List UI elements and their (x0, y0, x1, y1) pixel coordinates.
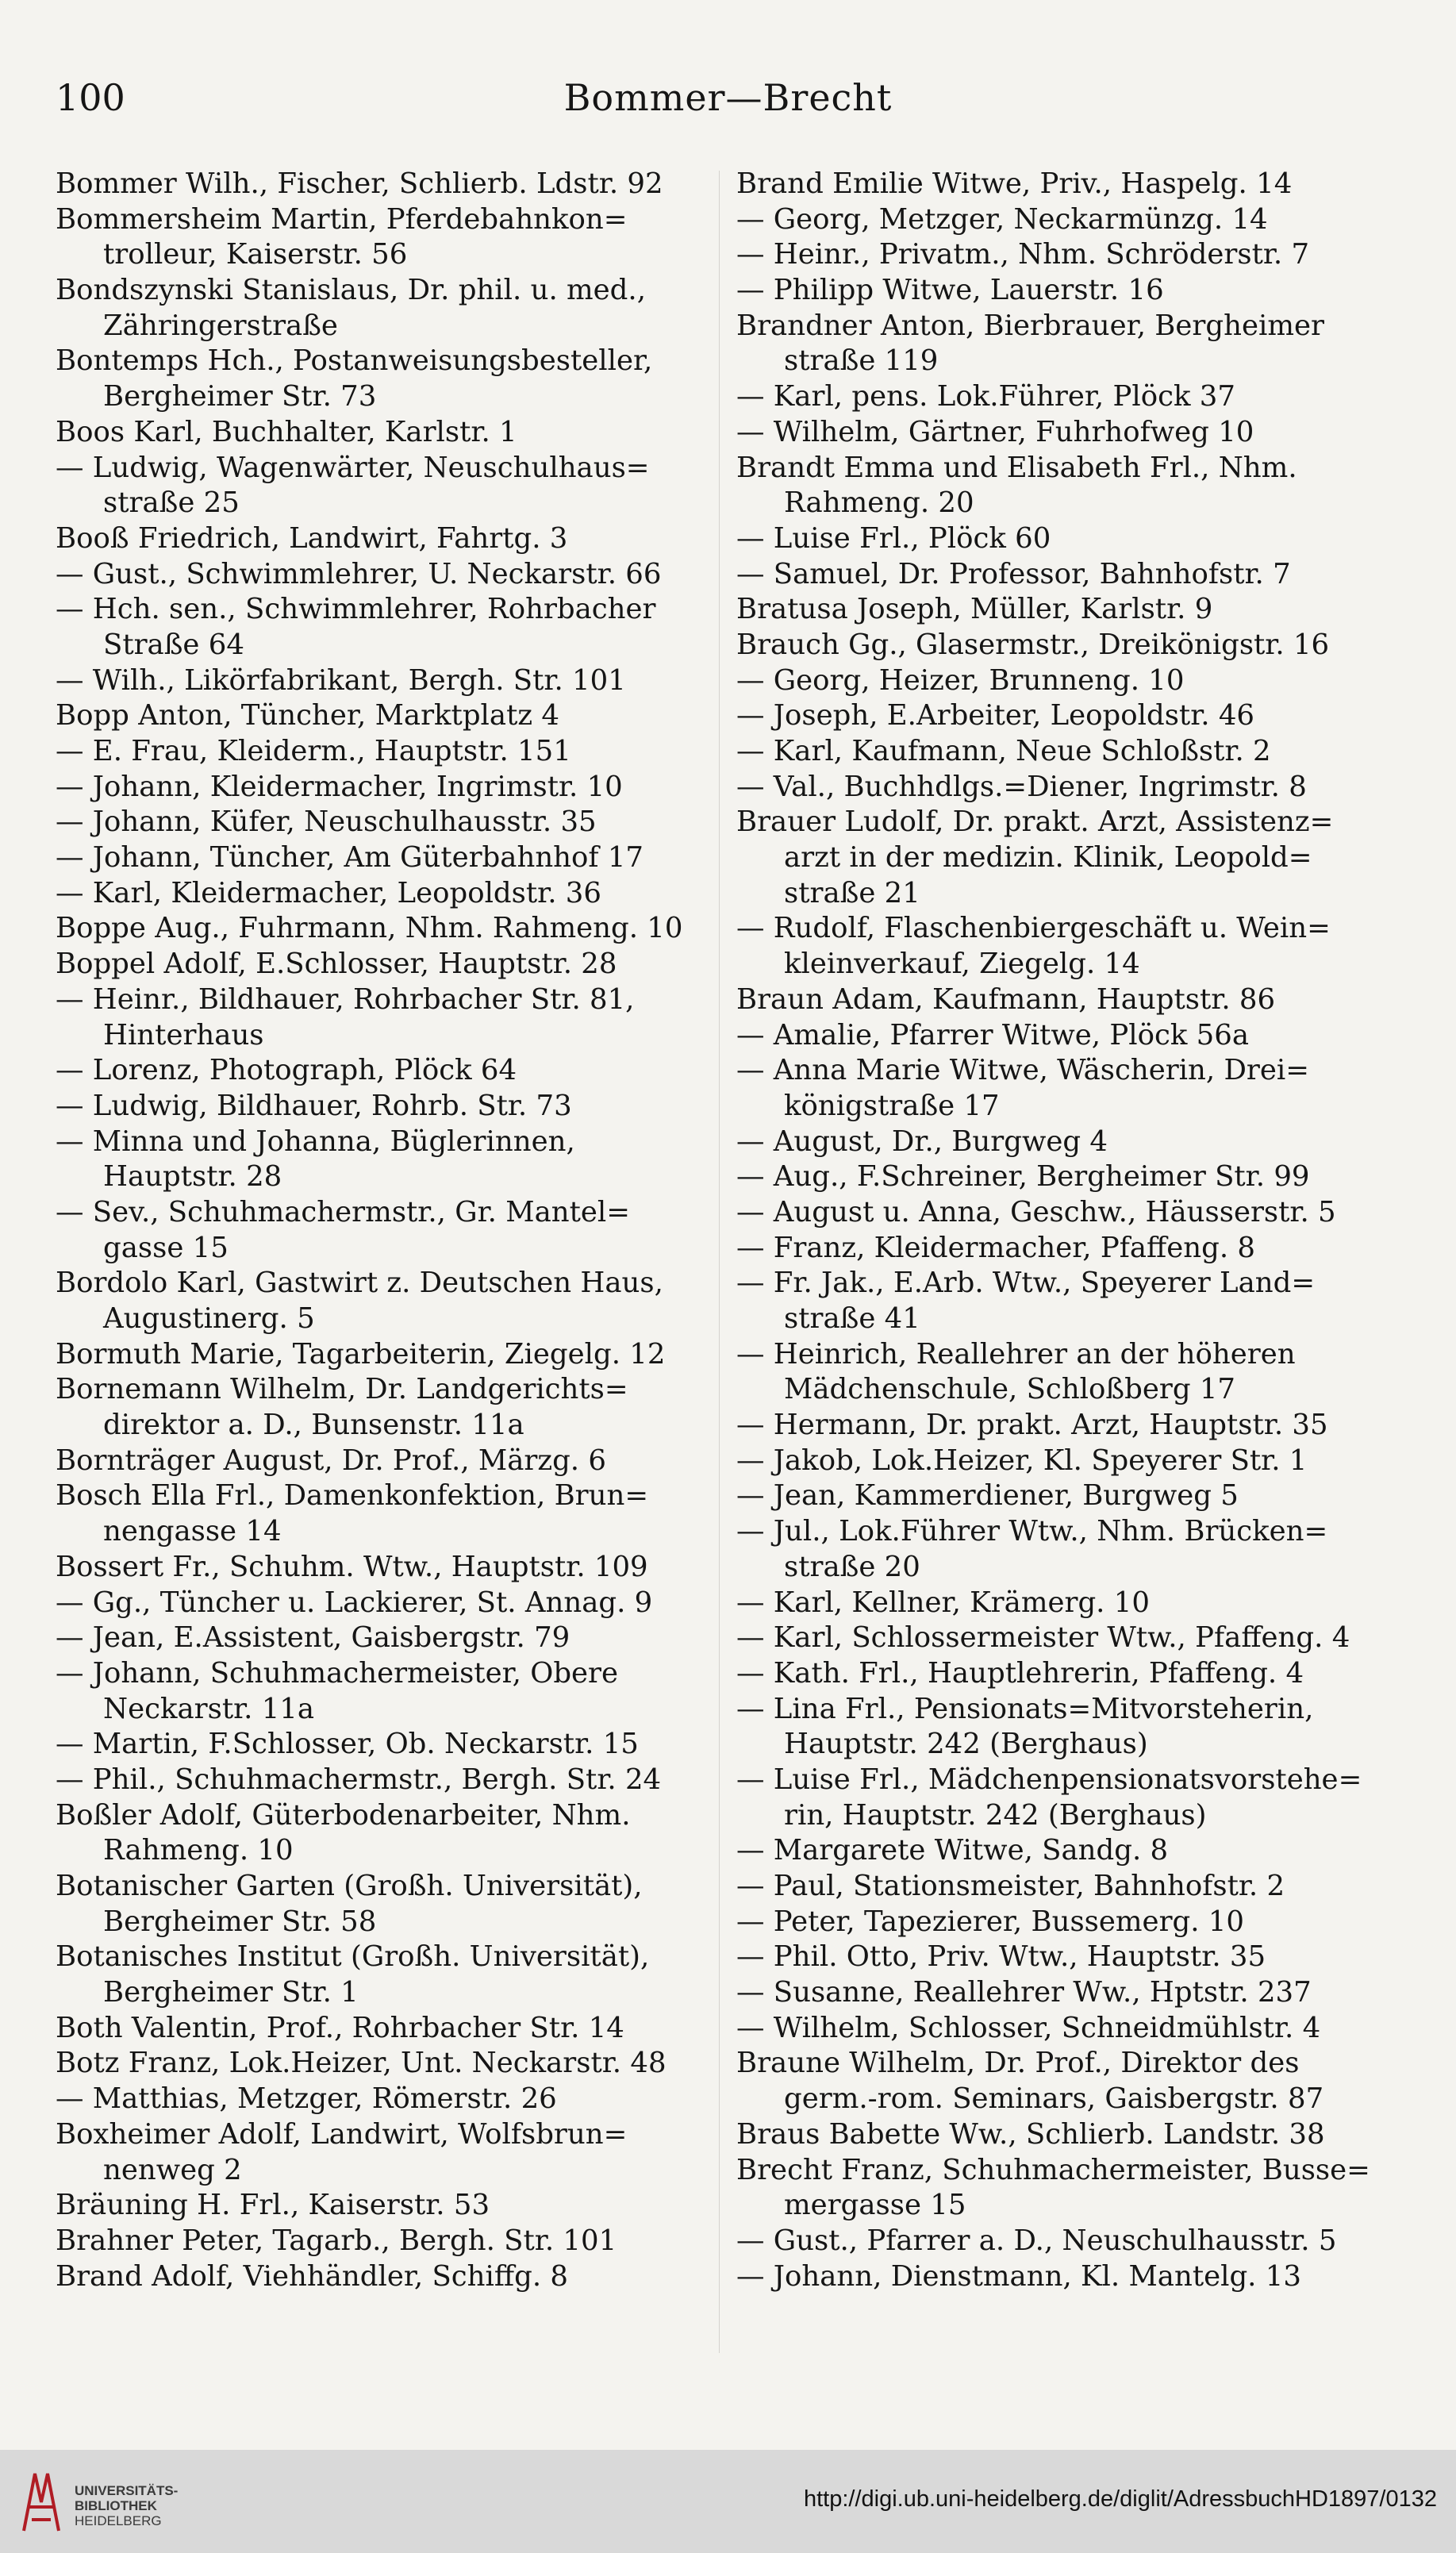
directory-entry-line: Zähringerstraße (103, 309, 338, 342)
directory-entry-line: Booß Friedrich, Landwirt, Fahrtg. 3 (56, 521, 568, 555)
directory-entry-line: — Wilh., Likörfabrikant, Bergh. Str. 101 (56, 663, 626, 697)
directory-entry-line: Bornträger August, Dr. Prof., Märzg. 6 (56, 1444, 606, 1477)
left-column (56, 167, 705, 2294)
directory-entry-line: — Ludwig, Wagenwärter, Neuschulhaus= (56, 451, 650, 484)
running-head: Bommer—Brecht (563, 76, 893, 119)
directory-entry-line: — Karl, pens. Lok.Führer, Plöck 37 (736, 380, 1235, 413)
directory-entry-line: Bondszynski Stanislaus, Dr. phil. u. med., (56, 274, 646, 307)
directory-entry-line: — Minna und Johanna, Büglerinnen, (56, 1125, 575, 1158)
directory-entry-line: — Martin, F.Schlosser, Ob. Neckarstr. 15 (56, 1728, 639, 1761)
directory-entry-line: Hauptstr. 28 (103, 1160, 282, 1194)
directory-entry-line: Hauptstr. 242 (Berghaus) (784, 1728, 1148, 1761)
directory-entry-line: Bontemps Hch., Postanweisungsbesteller, (56, 344, 653, 378)
directory-entry-line: Brauch Gg., Glasermstr., Dreikönigstr. 16 (736, 628, 1330, 661)
directory-entry-line: direktor a. D., Bunsenstr. 11a (103, 1409, 524, 1442)
directory-entry-line: straße 21 (784, 876, 920, 909)
directory-entry-line: Brandner Anton, Bierbrauer, Bergheimer (736, 309, 1324, 342)
right-column (736, 167, 1399, 2294)
directory-entry-line: nengasse 14 (103, 1515, 282, 1548)
directory-entry-line: kleinverkauf, Ziegelg. 14 (784, 948, 1140, 981)
source-url-link[interactable]: http://digi.ub.uni-heidelberg.de/diglit/AdressbuchHD1897/0132 (803, 2486, 1437, 2512)
directory-entry-line: — E. Frau, Kleiderm., Hauptstr. 151 (56, 735, 571, 767)
column-divider (719, 171, 720, 2353)
directory-entry-line: — Georg, Metzger, Neckarmünzg. 14 (736, 202, 1268, 236)
directory-entry-line: straße 119 (784, 344, 939, 378)
directory-entry-line: Rahmeng. 20 (784, 486, 974, 520)
directory-entry-line: — August, Dr., Burgweg 4 (736, 1125, 1108, 1158)
directory-entry-line: — Philipp Witwe, Lauerstr. 16 (736, 274, 1164, 307)
directory-entry-line: straße 25 (103, 486, 240, 520)
directory-entry-line: germ.-rom. Seminars, Gaisbergstr. 87 (784, 2082, 1324, 2116)
directory-entry-line: — Susanne, Reallehrer Ww., Hptstr. 237 (736, 1976, 1312, 2009)
directory-entry-line: — Karl, Kaufmann, Neue Schloßstr. 2 (736, 735, 1271, 767)
directory-entry-line: mergasse 15 (784, 2189, 966, 2222)
directory-entry-line: Bossert Fr., Schuhm. Wtw., Hauptstr. 109 (56, 1550, 648, 1583)
directory-entry-line: — Samuel, Dr. Professor, Bahnhofstr. 7 (736, 557, 1291, 590)
directory-entry-line: — Jean, Kammerdiener, Burgweg 5 (736, 1479, 1239, 1513)
directory-entry-line: — Wilhelm, Gärtner, Fuhrhofweg 10 (736, 415, 1254, 448)
directory-entry-line: Botanischer Garten (Großh. Universität), (56, 1870, 643, 1902)
directory-entry-line: — Johann, Schuhmachermeister, Obere (56, 1656, 619, 1690)
directory-entry-line: Brauer Ludolf, Dr. prakt. Arzt, Assistenz= (736, 806, 1334, 839)
directory-entry-line: — Aug., F.Schreiner, Bergheimer Str. 99 (736, 1160, 1310, 1194)
directory-entry-line: straße 41 (784, 1302, 920, 1335)
directory-entry-line: Brand Adolf, Viehhändler, Schiffg. 8 (56, 2259, 569, 2293)
directory-entry-line: — Heinrich, Reallehrer an der höheren (736, 1337, 1296, 1371)
directory-entry-line: Bommersheim Martin, Pferdebahnkon= (56, 202, 628, 236)
directory-entry-line: — Karl, Kellner, Krämerg. 10 (736, 1586, 1150, 1619)
library-logo-text (75, 2483, 178, 2528)
directory-entry-line: Bornemann Wilhelm, Dr. Landgerichts= (56, 1373, 628, 1406)
directory-entry-line: Neckarstr. 11a (103, 1692, 315, 1725)
directory-entry-line: — Ludwig, Bildhauer, Rohrb. Str. 73 (56, 1089, 572, 1122)
page-header (0, 76, 1456, 132)
directory-entry-line: — Johann, Dienstmann, Kl. Mantelg. 13 (736, 2259, 1301, 2293)
library-logo[interactable] (19, 2467, 178, 2536)
directory-entry-line: Botanisches Institut (Großh. Universität), (56, 1940, 650, 1974)
directory-entry-line: Bratusa Joseph, Müller, Karlstr. 9 (736, 593, 1213, 626)
directory-entry-line: — Gg., Tüncher u. Lackierer, St. Annag. 9 (56, 1586, 653, 1619)
directory-entry-line: — Paul, Stationsmeister, Bahnhofstr. 2 (736, 1870, 1285, 1902)
directory-entry-line: — Jakob, Lok.Heizer, Kl. Speyerer Str. 1 (736, 1444, 1308, 1477)
directory-entry-line: — Gust., Schwimmlehrer, U. Neckarstr. 66 (56, 557, 662, 590)
directory-entry-line: Rahmeng. 10 (103, 1834, 294, 1867)
directory-entry-line: — August u. Anna, Geschw., Häusserstr. 5 (736, 1195, 1336, 1228)
directory-entry-line: nenweg 2 (103, 2153, 242, 2186)
directory-entry-line: Braun Adam, Kaufmann, Hauptstr. 86 (736, 982, 1276, 1016)
directory-entry-line: Brandt Emma und Elisabeth Frl., Nhm. (736, 451, 1297, 484)
directory-entry-line: — Val., Buchhdlgs.=Diener, Ingrimstr. 8 (736, 770, 1307, 803)
directory-entry-line: — Kath. Frl., Hauptlehrerin, Pfaffeng. 4 (736, 1656, 1304, 1690)
directory-entry-line: — Hermann, Dr. prakt. Arzt, Hauptstr. 35 (736, 1409, 1328, 1442)
directory-entry-line: Boppel Adolf, E.Schlosser, Hauptstr. 28 (56, 948, 617, 981)
directory-entry-line: Braus Babette Ww., Schlierb. Landstr. 38 (736, 2117, 1325, 2151)
directory-entry-line: Boos Karl, Buchhalter, Karlstr. 1 (56, 415, 517, 448)
directory-entry-line: Boßler Adolf, Güterbodenarbeiter, Nhm. (56, 1798, 631, 1832)
logo-line-1: UNIVERSITÄTS- (75, 2483, 179, 2498)
directory-entry-line: — Johann, Tüncher, Am Güterbahnhof 17 (56, 841, 644, 875)
directory-entry-line: Brecht Franz, Schuhmachermeister, Busse= (736, 2153, 1370, 2186)
directory-entry-line: — Margarete Witwe, Sandg. 8 (736, 1834, 1169, 1867)
directory-entry-line: gasse 15 (103, 1231, 229, 1264)
directory-entry-line: Braune Wilhelm, Dr. Prof., Direktor des (736, 2047, 1300, 2080)
directory-entry-line: — Joseph, E.Arbeiter, Leopoldstr. 46 (736, 699, 1255, 732)
directory-entry-line: Brahner Peter, Tagarb., Bergh. Str. 101 (56, 2224, 617, 2257)
directory-entry-line: — Gust., Pfarrer a. D., Neuschulhausstr. 5 (736, 2224, 1337, 2257)
library-seal-icon (19, 2467, 63, 2536)
directory-entry-line: — Phil. Otto, Priv. Wtw., Hauptstr. 35 (736, 1940, 1266, 1974)
directory-entry-line: Mädchenschule, Schloßberg 17 (784, 1373, 1236, 1406)
directory-entry-line: — Wilhelm, Schlosser, Schneidmühlstr. 4 (736, 2011, 1321, 2044)
directory-entry-line: — Franz, Kleidermacher, Pfaffeng. 8 (736, 1231, 1256, 1264)
directory-entry-line: Bergheimer Str. 58 (103, 1905, 377, 1938)
directory-entry-line: Bergheimer Str. 1 (103, 1976, 359, 2009)
directory-entry-line: Bopp Anton, Tüncher, Marktplatz 4 (56, 699, 559, 732)
directory-entry-line: arzt in der medizin. Klinik, Leopold= (784, 841, 1312, 875)
directory-entry-line: — Karl, Kleidermacher, Leopoldstr. 36 (56, 876, 601, 909)
directory-entry-line: — Heinr., Privatm., Nhm. Schröderstr. 7 (736, 238, 1310, 271)
directory-entry-line: — Luise Frl., Mädchenpensionatsvorstehe= (736, 1763, 1362, 1796)
directory-entry-line: — Amalie, Pfarrer Witwe, Plöck 56a (736, 1018, 1250, 1052)
logo-line-2: BIBLIOTHEK (75, 2498, 157, 2513)
directory-entry-line: Bergheimer Str. 73 (103, 380, 377, 413)
directory-entry-line: — Matthias, Metzger, Römerstr. 26 (56, 2082, 557, 2116)
directory-entry-line: Both Valentin, Prof., Rohrbacher Str. 14 (56, 2011, 624, 2044)
page-number: 100 (56, 76, 125, 119)
directory-entry-line: Brand Emilie Witwe, Priv., Haspelg. 14 (736, 167, 1293, 200)
directory-entry-line: — Sev., Schuhmachermstr., Gr. Mantel= (56, 1195, 630, 1228)
directory-entry-line: Boppe Aug., Fuhrmann, Nhm. Rahmeng. 10 (56, 912, 683, 945)
directory-entry-line: Bommer Wilh., Fischer, Schlierb. Ldstr. 92 (56, 167, 663, 200)
directory-entry-line: Bordolo Karl, Gastwirt z. Deutschen Haus, (56, 1267, 663, 1300)
directory-entry-line: — Heinr., Bildhauer, Rohrbacher Str. 81, (56, 982, 635, 1016)
directory-entry-line: Straße 64 (103, 628, 244, 661)
directory-entry-line: — Johann, Küfer, Neuschulhausstr. 35 (56, 806, 597, 839)
directory-entry-line: Botz Franz, Lok.Heizer, Unt. Neckarstr. 48 (56, 2047, 667, 2080)
directory-entry-line: königstraße 17 (784, 1089, 1000, 1122)
logo-line-3: HEIDELBERG (75, 2513, 162, 2528)
directory-entry-line: — Fr. Jak., E.Arb. Wtw., Speyerer Land= (736, 1267, 1316, 1300)
directory-entry-line: — Peter, Tapezierer, Bussemerg. 10 (736, 1905, 1245, 1938)
directory-entry-line: Bosch Ella Frl., Damenkonfektion, Brun= (56, 1479, 649, 1513)
directory-entry-line: — Anna Marie Witwe, Wäscherin, Drei= (736, 1054, 1310, 1087)
directory-entry-line: — Johann, Kleidermacher, Ingrimstr. 10 (56, 770, 623, 803)
directory-entry-line: trolleur, Kaiserstr. 56 (103, 238, 408, 271)
footer-bar (0, 2450, 1456, 2553)
directory-entry-line: rin, Hauptstr. 242 (Berghaus) (784, 1798, 1207, 1832)
directory-entry-line: Bräuning H. Frl., Kaiserstr. 53 (56, 2189, 490, 2222)
directory-entry-line: — Georg, Heizer, Brunneng. 10 (736, 663, 1185, 697)
directory-entry-line: — Karl, Schlossermeister Wtw., Pfaffeng. 4 (736, 1621, 1350, 1655)
directory-entry-line: Hinterhaus (103, 1018, 264, 1052)
directory-entry-line: — Lina Frl., Pensionats=Mitvorsteherin, (736, 1692, 1314, 1725)
directory-entry-line: — Lorenz, Photograph, Plöck 64 (56, 1054, 517, 1087)
directory-entry-line: — Jul., Lok.Führer Wtw., Nhm. Brücken= (736, 1515, 1328, 1548)
directory-entry-line: — Phil., Schuhmachermstr., Bergh. Str. 24 (56, 1763, 662, 1796)
directory-entry-line: straße 20 (784, 1550, 920, 1583)
directory-entry-line: Boxheimer Adolf, Landwirt, Wolfsbrun= (56, 2117, 628, 2151)
directory-entry-line: — Rudolf, Flaschenbiergeschäft u. Wein= (736, 912, 1331, 945)
directory-entry-line: — Hch. sen., Schwimmlehrer, Rohrbacher (56, 593, 656, 626)
directory-entry-line: Bormuth Marie, Tagarbeiterin, Ziegelg. 12 (56, 1337, 666, 1371)
directory-entry-line: — Jean, E.Assistent, Gaisbergstr. 79 (56, 1621, 570, 1655)
directory-entry-line: — Luise Frl., Plöck 60 (736, 521, 1051, 555)
directory-entry-line: Augustinerg. 5 (103, 1302, 315, 1335)
